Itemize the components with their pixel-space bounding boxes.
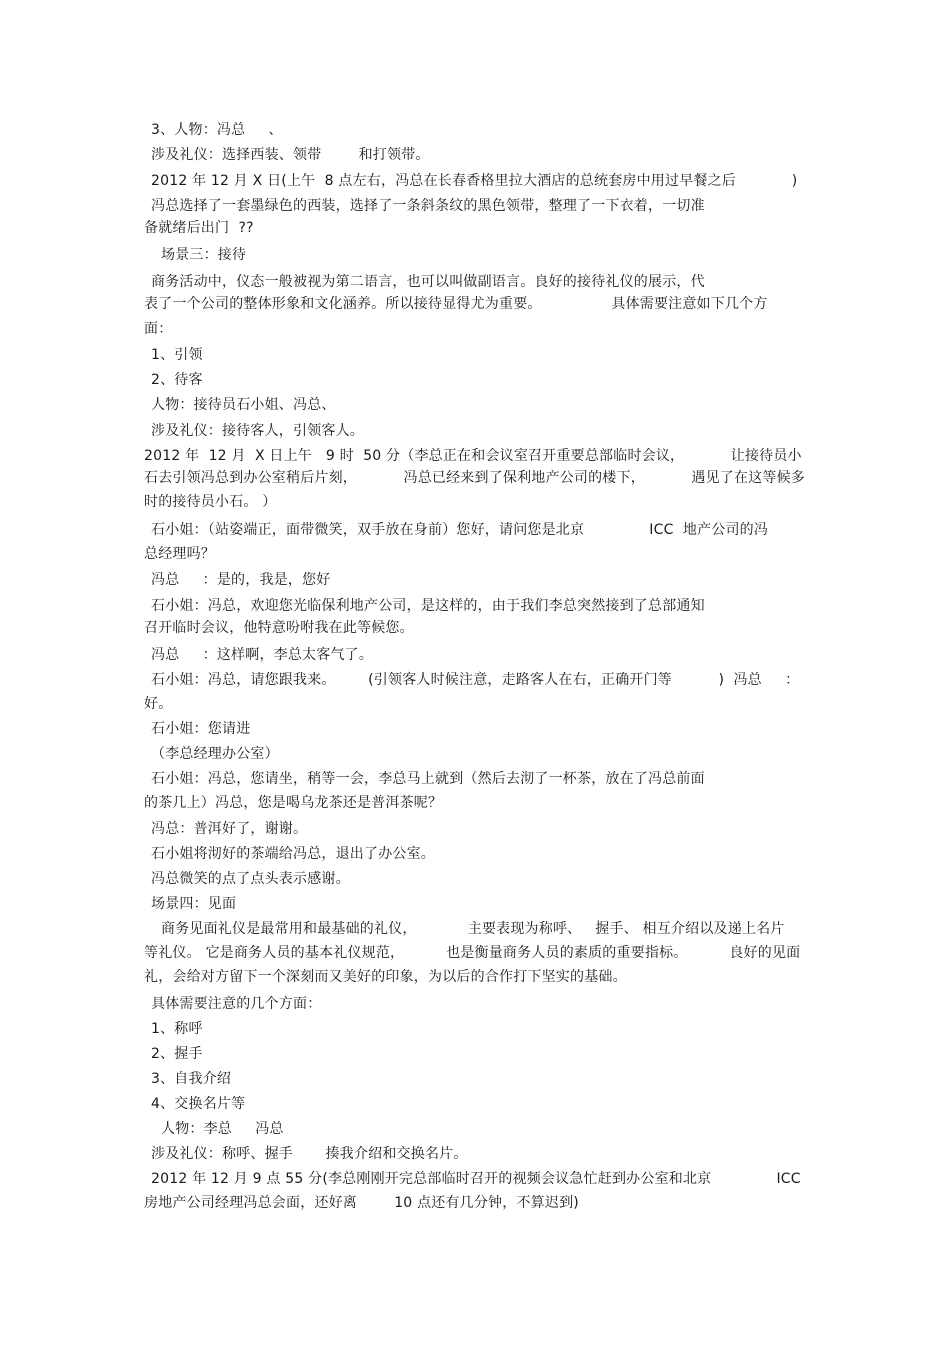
- text-line: 表了一个公司的整体形象和文化涵养。所以接待显得尤为重要。 具体需要注意如下几个方: [144, 296, 768, 312]
- text-line: 商务见面礼仪是最常用和最基础的礼仪， 主要表现为称呼、 握手、 相互介绍以及递上名片: [161, 921, 785, 937]
- dialogue-line: 冯总 ：是的，我是，您好: [151, 572, 331, 588]
- text-line: 冯总选择了一套墨绿色的西装，选择了一条斜条纹的黑色领带，整理了一下衣着，一切准: [151, 198, 705, 214]
- text-line: 3、人物：冯总 、: [151, 122, 283, 138]
- section-heading: 场景四：见面: [151, 896, 237, 912]
- text-line: 等礼仪。 它是商务人员的基本礼仪规范， 也是衡量商务人员的素质的重要指标。 良好的见面: [144, 945, 801, 961]
- text-line: 涉及礼仪：称呼、握手 揍我介绍和交换名片。: [151, 1146, 468, 1162]
- list-item: 3、自我介绍: [151, 1071, 232, 1087]
- dialogue-line: 石小姐：（站姿端正，面带微笑，双手放在身前）您好，请问您是北京 ICC 地产公司的冯: [151, 522, 769, 538]
- text-line: 涉及礼仪：选择西装、领带 和打领带。: [151, 147, 430, 163]
- dialogue-line: 石小姐：冯总，您请坐，稍等一会，李总马上就到（然后去沏了一杯茶，放在了冯总前面: [151, 771, 705, 787]
- text-line: 石去引领冯总到办公室稍后片刻， 冯总已经来到了保利地产公司的楼下， 遇见了在这等候多: [144, 470, 806, 486]
- text-line: （李总经理办公室）: [151, 746, 279, 762]
- dialogue-line: 召开临时会议，他特意吩咐我在此等候您。: [144, 620, 414, 636]
- text-line: 冯总微笑的点了点头表示感谢。: [151, 871, 350, 887]
- dialogue-line: 石小姐：您请进: [151, 721, 251, 737]
- list-item: 2、待客: [151, 372, 203, 388]
- text-line: 具体需要注意的几个方面：: [151, 996, 322, 1012]
- dialogue-line: 石小姐：冯总，请您跟我来。 (引领客人时候注意，走路客人在右，正确开门等 ) 冯总 ：: [151, 672, 800, 688]
- text-line: 时的接待员小石。 ）: [144, 494, 277, 510]
- text-line: 人物：接待员石小姐、冯总、: [151, 397, 336, 413]
- text-line: 石小姐将沏好的茶端给冯总，退出了办公室。: [151, 846, 435, 862]
- list-item: 4、交换名片等: [151, 1096, 246, 1112]
- dialogue-line: 冯总 ：这样啊，李总太客气了。: [151, 647, 374, 663]
- dialogue-line: 总经理吗？: [144, 546, 215, 562]
- text-line: 商务活动中，仪态一般被视为第二语言，也可以叫做副语言。良好的接待礼仪的展示，代: [151, 274, 705, 290]
- text-line: 人物：李总 冯总: [161, 1121, 284, 1137]
- text-line: 备就绪后出门 ??: [144, 220, 254, 236]
- dialogue-line: 石小姐：冯总，欢迎您光临保利地产公司，是这样的，由于我们李总突然接到了总部通知: [151, 598, 705, 614]
- text-line: 面：: [144, 321, 173, 337]
- list-item: 1、称呼: [151, 1021, 203, 1037]
- text-line: 2012 年 12 月 X 日(上午 8 点左右，冯总在长春香格里拉大酒店的总统套房中用过早餐之后 ): [151, 173, 798, 189]
- list-item: 2、握手: [151, 1046, 203, 1062]
- dialogue-line: 冯总：普洱好了，谢谢。: [151, 821, 308, 837]
- text-line: 涉及礼仪：接待客人，引领客人。: [151, 423, 364, 439]
- text-line: 2012 年 12 月 9 点 55 分(李总刚刚开完总部临时召开的视频会议急忙赶到办公室和北京 ICC: [151, 1171, 801, 1187]
- dialogue-line: 好。: [144, 696, 173, 712]
- dialogue-line: 的茶几上）冯总，您是喝乌龙茶还是普洱茶呢？: [144, 795, 443, 811]
- section-heading: 场景三：接待: [161, 247, 247, 263]
- text-line: 房地产公司经理冯总会面，还好离 10 点还有几分钟，不算迟到): [144, 1195, 579, 1211]
- text-line: 礼，会给对方留下一个深刻而又美好的印象，为以后的合作打下坚实的基础。: [144, 969, 627, 985]
- list-item: 1、引领: [151, 347, 203, 363]
- text-line: 2012 年 12 月 X 日上午 9 时 50 分（李总正在和会议室召开重要总部临时会议， 让接待员小: [144, 448, 802, 464]
